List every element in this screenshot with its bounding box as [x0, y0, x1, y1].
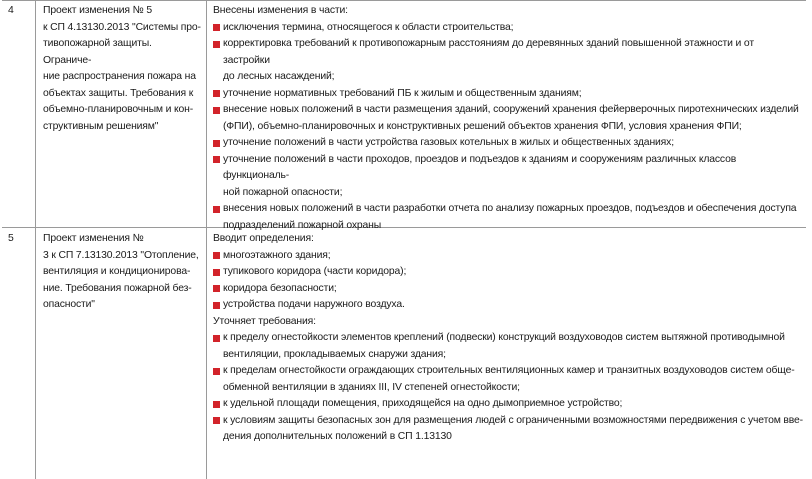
list-item: к пределам огнестойкости ограждающих строительных вентиляционных камер и транзитных воздуховодов систем обще- обменной вентиляции в зданиях III, IV степеней огнестойкости; [213, 363, 803, 396]
list-item: корректировка требований к противопожарным расстояниям до деревянных зданий повышенной этажности и от застройки до лесных насаждений; [213, 36, 803, 86]
section-header: Уточняет требования: [213, 315, 316, 327]
project-line: тивопожарной защиты. Ограниче- [43, 38, 152, 66]
list-item: внесения новых положений в части разработки отчета по анализу пожарных проездов, подъездов и обеспечения доступа подразделений пожарной охраны [213, 201, 803, 234]
changes-description [213, 231, 803, 446]
bullet-icon [213, 368, 220, 375]
bullet-icon [213, 90, 220, 97]
list-item: внесение новых положений в части размещения зданий, сооружений хранения фейерверочных пиротехнических изделий (ФПИ), объемно-планировочных и конструктивных решений объектов хранения ФПИ, условия хранения ФПИ; [213, 102, 803, 135]
list-item: к удельной площади помещения, приходящейся на одно дымоприемное устройство; [213, 396, 803, 413]
project-title [43, 231, 201, 314]
bullet-icon [213, 156, 220, 163]
list-item: многоэтажного здания; [213, 248, 803, 265]
bullet-icon [213, 107, 220, 114]
list-item: коридора безопасности; [213, 281, 803, 298]
section-header: Внесены изменения в части: [213, 5, 348, 16]
col-divider-1 [35, 0, 36, 479]
bullet-icon [213, 417, 220, 424]
bullet-icon [213, 302, 220, 309]
bullet-icon [213, 252, 220, 259]
list-item: к пределу огнестойкости элементов креплений (подвески) конструкций воздуховодов систем вытяжной противодымной вентиляции, прокладываемых снаружи здания; [213, 330, 803, 363]
project-title [43, 3, 201, 135]
amendments-table [2, 0, 806, 479]
project-line: 3 к СП 7.13130.2013 "Отопление, [43, 249, 199, 261]
project-line: объемно-планировочным и кон- [43, 104, 194, 115]
row-number: 4 [8, 5, 14, 16]
list-item: уточнение положений в части устройства газовых котельных в жилых и общественных зданиях; [213, 135, 803, 152]
project-line: объектах защиты. Требования к [43, 87, 194, 99]
project-line: ние. Требования пожарной без- [43, 282, 192, 294]
list-item: уточнение нормативных требований ПБ к жилым и общественным зданиям; [213, 86, 803, 103]
bullet-icon [213, 335, 220, 342]
project-line: Проект изменения № 5 [43, 5, 152, 16]
list-item: исключения термина, относящегося к области строительства; [213, 20, 803, 37]
project-line: структивным решениям" [43, 120, 159, 132]
bullet-icon [213, 269, 220, 276]
list-item: тупикового коридора (части коридора); [213, 264, 803, 281]
bullet-icon [213, 140, 220, 147]
project-line: вентиляция и кондиционирова- [43, 266, 191, 277]
bullet-icon [213, 206, 220, 213]
project-line: опасности" [43, 299, 95, 310]
bullet-icon [213, 401, 220, 408]
project-line: к СП 4.13130.2013 "Системы про- [43, 21, 201, 33]
project-line: Проект изменения № [43, 233, 144, 244]
list-item: устройства подачи наружного воздуха. [213, 297, 803, 314]
bullet-icon [213, 41, 220, 48]
table-top-border [2, 0, 806, 1]
bullet-icon [213, 24, 220, 31]
col-divider-2 [206, 0, 207, 479]
changes-description [213, 3, 803, 234]
section-header: Вводит определения: [213, 233, 314, 244]
list-item: к условиям защиты безопасных зон для размещения людей с ограниченными возможностями передвижения с учетом вве- дения дополнительных положений в СП 1.13130 [213, 413, 803, 446]
row-number: 5 [8, 233, 14, 244]
list-item: уточнение положений в части проходов, проездов и подъездов к зданиям и сооружениям различных классов функциональ- ной пожарной опасности; [213, 152, 803, 202]
bullet-icon [213, 285, 220, 292]
project-line: ние распространения пожара на [43, 71, 196, 82]
